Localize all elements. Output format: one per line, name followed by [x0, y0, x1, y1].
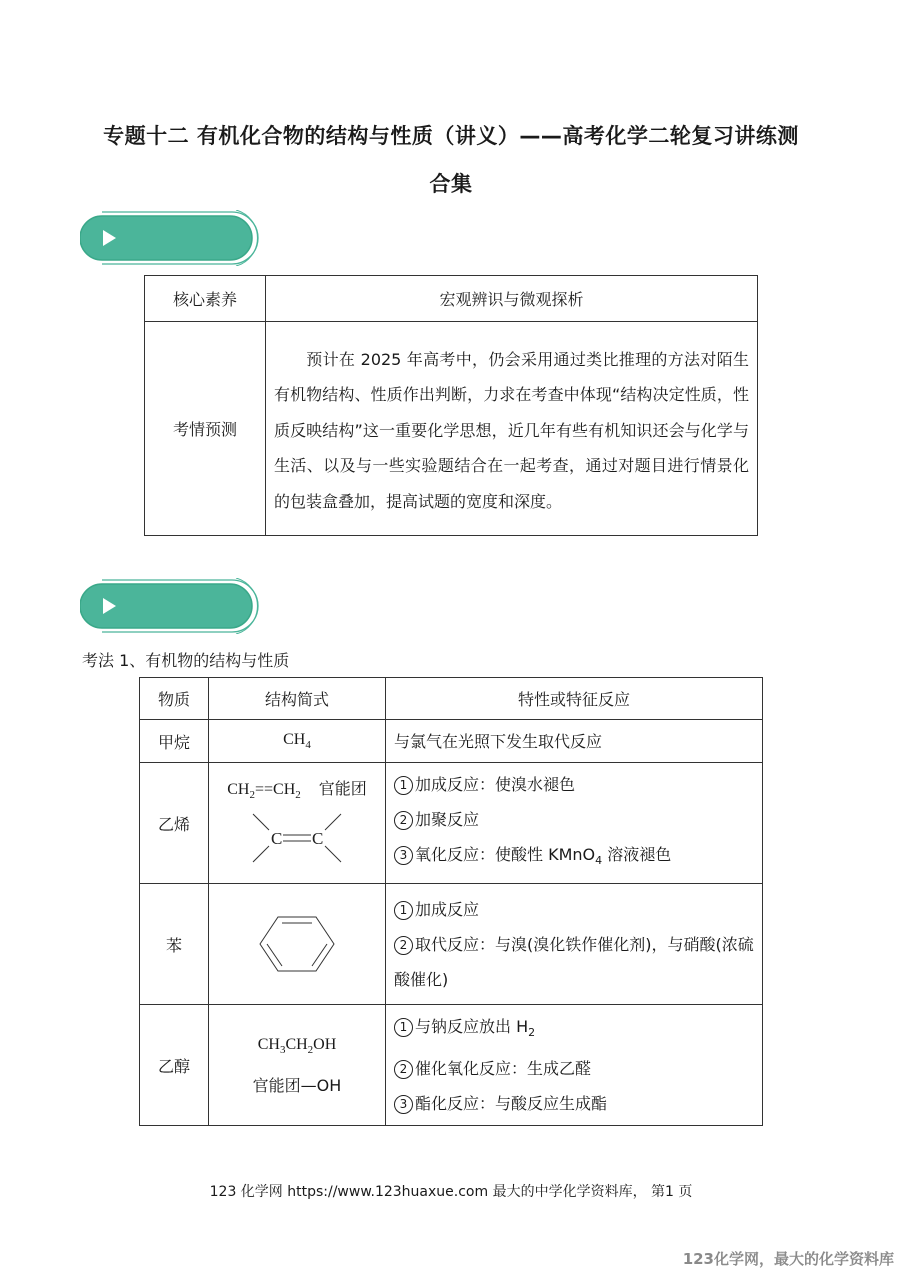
header-structure: 结构简式 [209, 678, 386, 720]
core-label: 核心素养 [145, 276, 266, 322]
list-item: 2 催化氧化反应：生成乙醛 [394, 1051, 754, 1086]
list-item: 3 酯化反应：与酸反应生成酯 [394, 1086, 754, 1121]
section-banner-2 [80, 578, 260, 634]
carbon-atom-left: C [271, 828, 283, 848]
organic-properties-table [139, 677, 763, 1126]
structure-formula: $CH_3CH_2OH$ 官能团—OH [209, 1005, 386, 1126]
benzene-ring-diagram [252, 909, 342, 979]
forecast-text: 预计在 2025 年高考中，仍会采用通过类比推理的方法对陌生有机物结构、性质作出判断，力求在考查中体现“结构决定性质，性质反映结构”这一重要化学思想，近几年有些有机知识还会与化学与生活、以及与一些实验题结合在一起考查，通过对题目进行情景化的包装盒叠加，提高试题的宽度和深度。 [266, 322, 758, 536]
list-item: 2 加聚反应 [394, 802, 754, 837]
structure-formula [209, 884, 386, 1005]
page-footer: 123 化学网 https://www.123huaxue.com 最大的中学化学资料库， 第1 页 [209, 1184, 693, 1200]
substance-name: 乙醇 [140, 1005, 209, 1126]
substance-name: 甲烷 [140, 720, 209, 763]
title-line-2: 合集 [429, 172, 473, 196]
list-item: 1 加成反应：使溴水褪色 [394, 767, 754, 802]
list-item: 1 与钠反应放出 $H_2$ [394, 1009, 754, 1050]
structure-formula: $CH_4$ [209, 720, 386, 763]
reaction-list [386, 884, 763, 1005]
table-row-ethanol [140, 1005, 763, 1126]
core-value: 宏观辨识与微观探析 [266, 276, 758, 322]
table-row-methane [140, 720, 763, 763]
list-item: 3 氧化反应：使酸性 KMnO$_4$ 溶液褪色 [394, 837, 754, 878]
reaction-list [386, 763, 763, 884]
reaction-text: 与氯气在光照下发生取代反应 [386, 720, 763, 763]
substance-name: 苯 [140, 884, 209, 1005]
document-title [60, 112, 842, 208]
substance-name: 乙烯 [140, 763, 209, 884]
functional-group: 官能团—OH [252, 1076, 342, 1096]
list-item: 2 取代反应：与溴(溴化铁作催化剂)，与硝酸(浓硫酸催化) [394, 934, 754, 989]
structure-formula: $CH_2==CH_2$ 官能团 C C [209, 763, 386, 884]
core-literacy-table [144, 275, 758, 536]
table-row-benzene [140, 884, 763, 1005]
list-item: 1 加成反应 [394, 892, 754, 927]
carbon-atom-right: C [312, 828, 324, 848]
header-substance: 物质 [140, 678, 209, 720]
section-banner-1 [80, 210, 260, 266]
ethylene-structure-diagram [247, 806, 347, 870]
watermark: 123化学网，最大的化学资料库 [682, 1250, 894, 1268]
forecast-label: 考情预测 [145, 322, 266, 536]
section-heading: 考法 1、有机物的结构与性质 [82, 651, 290, 670]
reaction-list [386, 1005, 763, 1126]
table-row-ethylene [140, 763, 763, 884]
title-line-1: 专题十二 有机化合物的结构与性质（讲义）——高考化学二轮复习讲练测 [103, 124, 799, 148]
header-reaction: 特性或特征反应 [386, 678, 763, 720]
